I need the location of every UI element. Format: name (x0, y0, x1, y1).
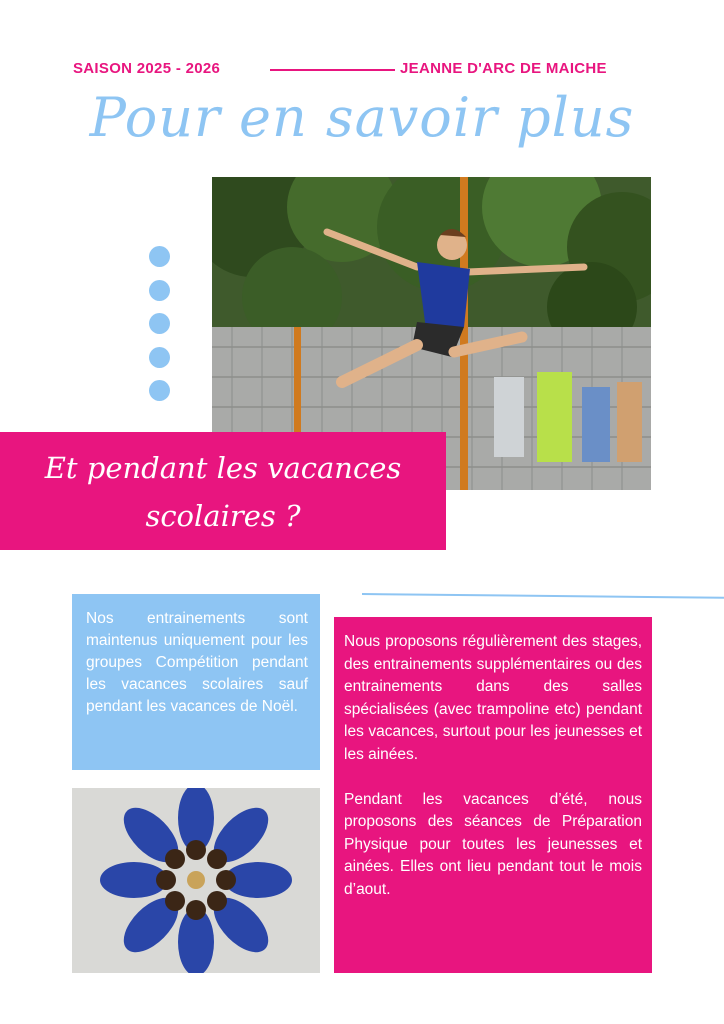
banner-line-2: scolaires ? (145, 499, 301, 533)
vacation-banner (0, 432, 446, 550)
banner-heading (0, 444, 446, 540)
stages-paragraph: Nous proposons régulièrement des stages, des entrainements supplémentaires ou des entrainements dans des salles spécialisées (avec trampoline etc) pendant les vacances, surtout pour les jeunesses et les ainées. (344, 633, 642, 763)
holiday-programs-box (334, 617, 652, 973)
dot-icon (149, 246, 170, 267)
decorative-dots (149, 246, 171, 414)
season-label: SAISON 2025 - 2026 (73, 60, 221, 77)
gymnasts-circle-photo (72, 788, 320, 973)
page-title: Pour en savoir plus (89, 86, 635, 149)
dot-icon (149, 280, 170, 301)
dot-icon (149, 380, 170, 401)
header-divider (270, 69, 395, 71)
summer-paragraph: Pendant les vacances d’été, nous proposons des séances de Préparation Physique pour toutes les jeunesses et ainées. Elles ont lieu pendant tout le mois d’aout. (344, 790, 642, 898)
competition-info-text: Nos entrainements sont maintenus uniquement pour les groupes Compétition pendant les vacances scolaires sauf pendant les vacances de Noël. (86, 610, 308, 715)
banner-line-1: Et pendant les vacances (44, 451, 402, 485)
dot-icon (149, 313, 170, 334)
dot-icon (149, 347, 170, 368)
competition-info-box (72, 594, 320, 770)
blue-divider (362, 593, 724, 599)
club-name: JEANNE D'ARC DE MAICHE (400, 60, 607, 77)
